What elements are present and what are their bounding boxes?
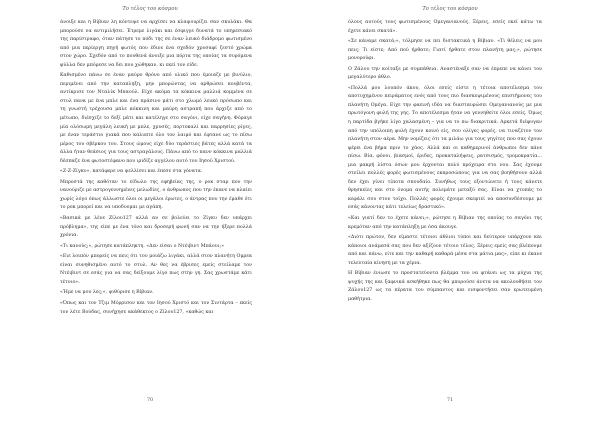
paragraph: «Βασικά με λένε Ζίλου127 αλλά αν σε βολεύει το Ζίγκυ δεν υπάρχει πρόβλημα», της είπε με ένα τόνο και δροσερή φωνή σαν να την ήξερε πολλά χρόνια.	[60, 216, 252, 239]
paragraph: «Τι κανούς;», ρώτησε κατάπληκτη. «Δεν είσαι ο Ντέιβιντ Μπάουι;»	[60, 243, 225, 249]
paragraph: «Z-Z-Ζίγκυ», κατάφερε να ψελλίσει και έπεσε στα γόνατα.	[60, 169, 203, 175]
paragraph: «Πολλά μου λουπόν άκου, όλοι εσείς είστε η τέτοια αποτέλεσμα του αποτυχημένου πειράματος ενός από τους πιο διασκεψιμένους επιστήμονες του πλανήτη Ομέγα. Είχε την φαεινή ιδέα να διασταυρώσει Ομεγανιανούς με μια πρωτόγονη φυλή της γης. Το αποτέλεσμα ήταν να γεννηθείτε όλοι εσείς. Όμως η παρτίδα βγήκε λίγο χαλασμένη – για να το πω διακριτικά. Αρκετά διέφυγαν από την υπόλοιπη φυλή έχουν κοινό είς, σου ολίγες φορές, να τιναζέτον τον πλανήτη στον αέρα. Μην νομίζεις ότι τα μιλάω για τους γηγίτες που σας έχουν φέρει ένα βήμα πριν το χάος. Αλλά και οι καθημερινοί άνθρωποι δεν πάνε πίσω. Βία, φόνοι, βιασμοί, έριδες, προκαταλήψεις, ρατσισμός, τρομοκρατία... μια μακρή λίστα όσων μου έρχονται πολύ πρόχειρα στο νου. Σας έχουμε στείλει πολλές φορές φωτισμένους εκπροσώπους για να σας βοηθήσουν αλλά δεν έχει γίνει τίποτα σπουδαίο. Συνήθως τους εξοντώνετε ή τους κάνετε θρησκείες και στο όνομα αυτής πολεμάτε μεταξύ σας. Είναι να χτυπάς το κεφάλι σου στον τοίχο. Πολλές φορές έχουμε σκεφτεί να αποσυνδέσουμε με εσάς κάνοντας κάτι τελείως δραστικό».	[348, 85, 542, 211]
paragraph: «Ήμε να μου λες;», ψιθύρισε η Βίβιαν.	[60, 290, 154, 296]
paragraph: Ο Ζάλου την κοίταξε με συμπάθεια. Αναστέναξε σαν να έπρεπε να κάνει τον μεγαλύτερο άθλο.	[348, 66, 542, 81]
paragraph: Μπροστά της καθόταν το είδωλο της εφηβείας της, ο ροκ σταρ που την νανούριζε με αστρογεννημένες μελωδίες, ο άνθρωπος που την έκανε να κλαίει χωρίς λόγο όπως άλλωστε όλοι οι μεγάλοι έρωτες, ο άντρας που την έμαθε ότι το ροκ μπορεί και να υποδυομαι με αγάπη.	[60, 179, 252, 211]
body-text	[348, 19, 542, 305]
running-head: Το τέλος του κόσμου	[422, 6, 478, 12]
body-text	[60, 19, 252, 317]
paragraph: «Και γιατί δεν το έχετε κάνει;», ρώτησε η Βίβιαν της οποίας το σαγόνι της κρεμόταν από την κατάπληξη με όσα άκουγε.	[348, 216, 542, 230]
right-page	[300, 0, 600, 424]
paragraph: Καθισμένο πάνω σε έναν μαύρο θρόνο από υλικό που έμοιαζε με βινύλιο, περιμένει από την καταπληξη, μην μπορώντας να αρθρώσει κουβέντα, αντίκρισε τον Νταλίκ Μπαούλ. Είχε ακόμα τα κόκκινα μαλλιά κομμένα σε στυλ πανκ με ένα μπλε και ένα πράσινο μάτι στο χλωμό λευκό πρόσωπο και τη γνωστή τρέχουσα μπλε κόκκινη και μαύρη αστραπή που άρχιζε από το μέτωπο, διέσχιζε το δεξί μάτι και κατέληγε στο σαγόνι, είχε σαγήνη. Φόραγε μία ολόσωμη μεγάλη λευκή με μπλε, χρυσές, πορτοκαλί και παρρησίες ρίγες, με έναν τεράστιο γιακά που καλυπτε όλο τον λαιμό και έφτανε ως το πίσω μέρος του σβέρκου του. Στους ώμους είχε δύο τεράστιες βάτες αλλά κατά τα άλλα ήταν θεάσιος για τους αστραγάλους. Πάνω από το πανν κόκκινα μαλλιά δέσπαζε ένα φωτοστέφανο που ιριδίζε αγγέλου αυτό του Ιησού Χριστού.	[60, 73, 252, 164]
paragraph: «Διότι πρώτον, δεν είμαστε τέτοιοι άθλιοι τύποι και δεύτερον υπάρχουν και κάποιοι ανάμεσά σας που δεν αξίζουν τέτοιο τέλος. Ξέρεις εμείς σας βλέπουμε από και πάνω, είτε και την καθαρή καθαρά μέσα στα μάτια μας», είπε κι έκανε τελευταία κίνηση με τα χέρια.	[348, 235, 542, 266]
paragraph: «Σε κάναμε σκατά;», τόλμησε να πει διστακτικά η Βίβιαν. «Τι θέλεις να μου πεις; Τι είστε; Από πού ήρθατε; Γιατί ήρθατε στον πλανήτη μας;», ρώτησε μονορούφι.	[348, 39, 542, 62]
paragraph: όλους αυτούς τους φωτισμένους Ομεγανιανούς. Ξέρεις, εσείς εκεί κάτω τα έχετε κάνει σκατά».	[348, 20, 542, 34]
paragraph: άνοιξε και η Βίβιαν λη κόντεψε να αρχίσει να κλαψουρίζει σαν σκυλάκι. Θα μπορούσε να αντιμιλήσει. Έτρεμε λιγάκι και έσφιγγε δυνατά το υπηρεσιακό της παρίστραφο, όταν πάτησε το πόδι της σε έναν λευκό διάδρομο φωτισμένο από μια περίεργη πηγή φωτός που έδινε ένα σχεδόν χρυσαφί ζεστό χρώμα στον χώρο. Σχεδόν από το πουθενά άνοιξε μια πόρτα της οποίας τα συρόμενα φύλλα δεν μπόρεσε να δει που χώθηκαν, κι εκεί τον είδε.	[60, 20, 252, 68]
running-head: Το τέλος του κόσμου	[122, 6, 178, 12]
page-number: 71	[446, 397, 454, 403]
paragraph: «Ειε λοιπόν μπορείς να πεις ότι του μοιάζω λιγάκι, αλλά στον πλανήτη Ομρεα είναι συνηθισμένο αυτό το στυλ. Αν θες να έβρισες εμείς στείλαμε τον Ντέιβιντ σε εσάς για να σας δείξουμε λίγο πως στην γη. Σας χρωστάμε κάτι τέτοιο».	[60, 254, 252, 285]
paragraph: Η Βίβιαν ένιωσε το προστατεύοντα βλέμμα του να φτάνει ως τα μύχια της ψυχής της και ξαφνικά ασκήθηκε πως θα μπορούσε άνετα να ακολουθήσει τον Ζάλου127 ως τα πέρατα του σύμπαντος και εισφοντήσει σαν ερωτευμένη μαθήτρια.	[348, 271, 542, 302]
paragraph: «Όπως και τον Τζιμ Μόρρισον και τον Ιησού Χριστό και τον Σιντάρτα – εκείς τον λέτε Βούδας, συνήχησε ακάθεκτος ο Ζίλου127, «καθώς και	[60, 300, 252, 315]
page-number: 70	[146, 397, 154, 403]
